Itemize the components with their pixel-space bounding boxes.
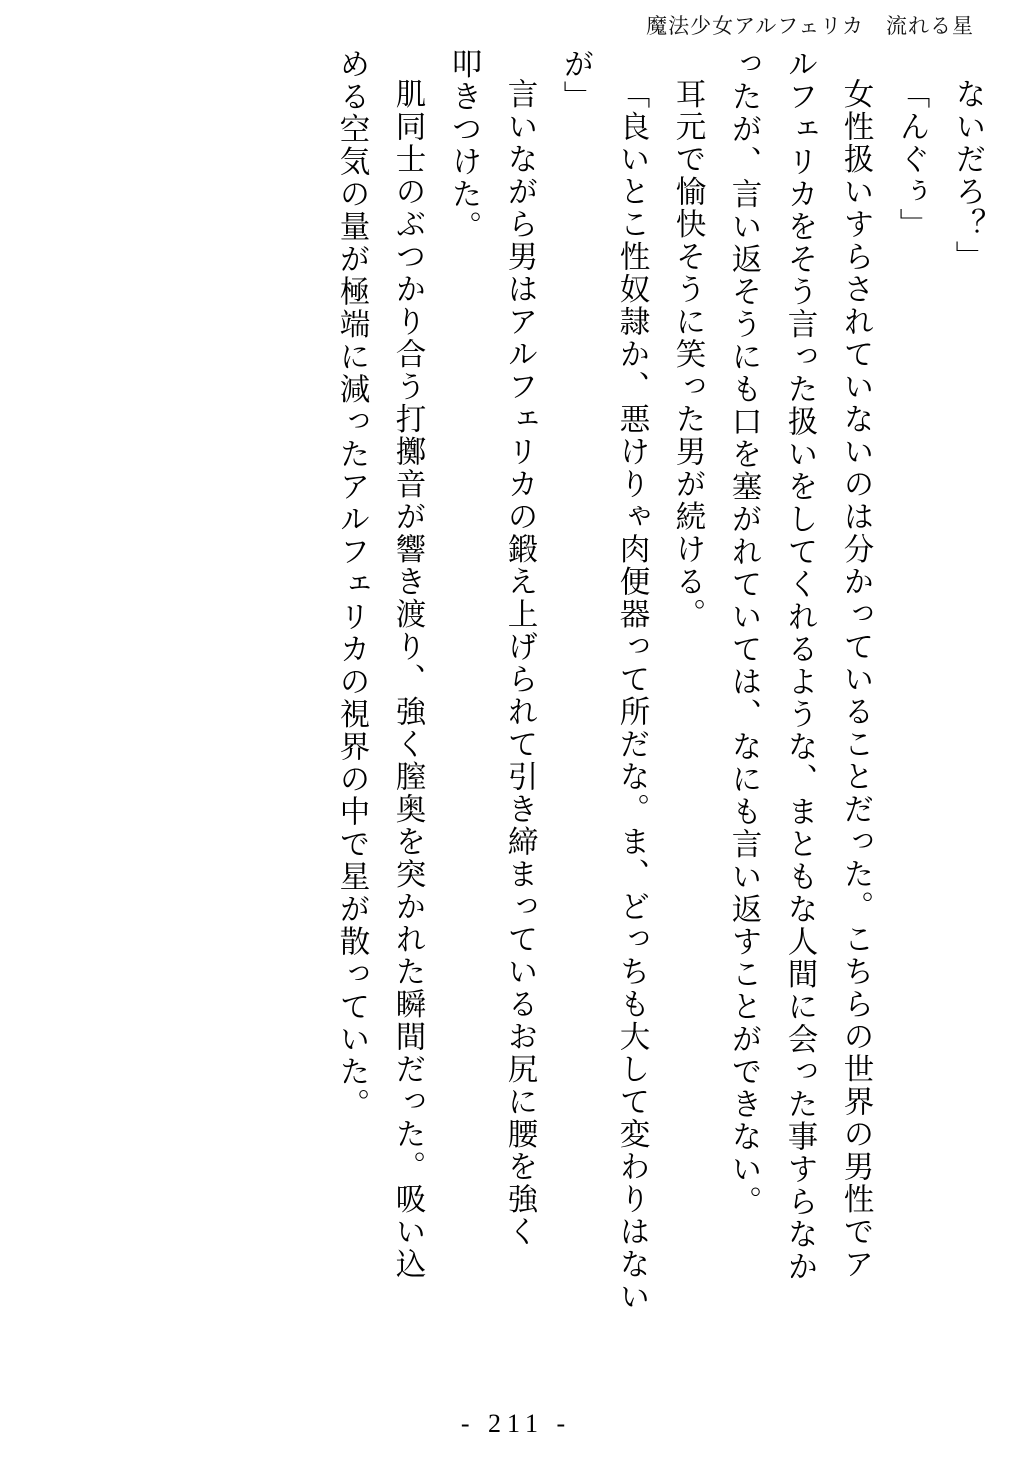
page-footer [0,1409,1032,1439]
page-number: - 211 - [460,1409,572,1438]
text-line: ルフェリカをそう言った扱いをしてくれるような、まともな人間に会った事すらなか [782,48,817,1283]
text-line: 「んぐぅ」 [894,78,929,241]
text-line: 叩きつけた。 [446,48,481,243]
text-line: 耳元で愉快そうに笑った男が続ける。 [670,78,705,631]
text-line: 「良いとこ性奴隷か、悪けりゃ肉便器って所だな。ま、どっちも大して変わりはない [614,78,649,1313]
text-line: 女性扱いすらされていないのは分かっていることだった。こちらの世界の男性でア [838,78,873,1281]
vertical-text-body [60,48,985,1369]
text-line: める空気の量が極端に減ったアルフェリカの視界の中で星が散っていた。 [334,48,369,1121]
text-line: が」 [558,48,593,113]
text-line: 肌同士のぶつかり合う打擲音が響き渡り、強く膣奥を突かれた瞬間だった。吸い込 [390,78,425,1281]
running-header: 魔法少女アルフェリカ 流れる星 [646,14,974,38]
text-line: 言いながら男はアルフェリカの鍛え上げられて引き締まっているお尻に腰を強く [502,78,537,1248]
text-line: ったが、言い返そうにも口を塞がれていては、なにも言い返すことができない。 [726,48,761,1218]
text-line: ないだろ？」 [950,78,985,273]
